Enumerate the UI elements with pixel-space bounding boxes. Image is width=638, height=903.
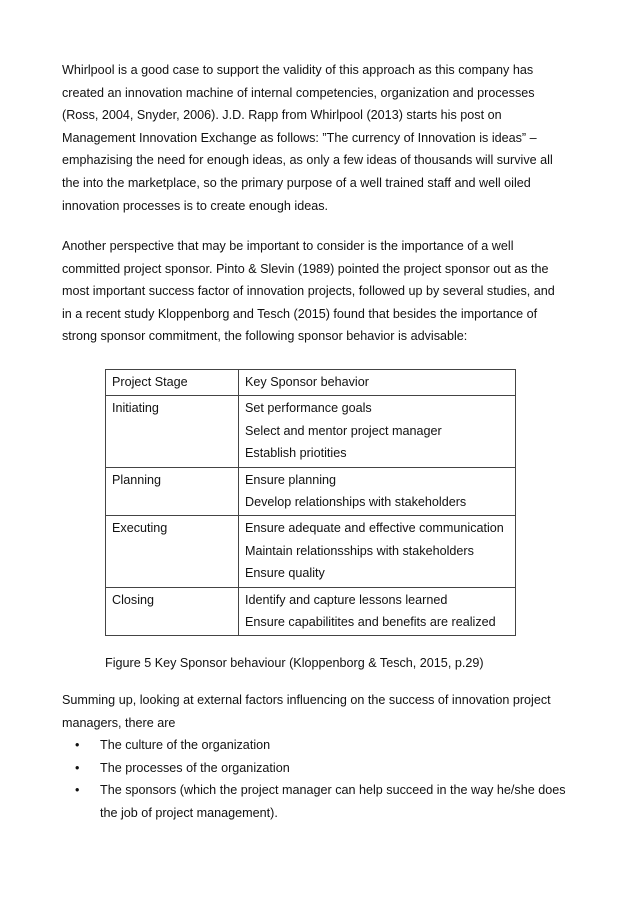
- text-line: Whirlpool is a good case to support the validity of this approach as this company has: [62, 63, 534, 77]
- behavior-item: Develop relationships with stakeholders: [245, 495, 467, 510]
- table-row: [106, 587, 516, 636]
- behavior-item: Select and mentor project manager: [245, 423, 442, 438]
- behavior-cell: [239, 587, 516, 636]
- table-header-row: [106, 370, 516, 396]
- text-line: innovation processes is to create enough ideas.: [62, 198, 329, 213]
- text-line: created an innovation machine of internal competencies, organization and processes: [62, 85, 535, 100]
- behavior-item: Ensure quality: [245, 566, 325, 581]
- sponsor-behavior-table: [105, 369, 516, 636]
- bullet-icon: •: [75, 738, 80, 752]
- stage-cell: Planning: [106, 467, 239, 516]
- list-item: [62, 757, 602, 780]
- list-item: [62, 734, 602, 757]
- text-line: in a recent study Kloppenborg and Tesch (2015) found that besides the importance of: [62, 306, 538, 321]
- behavior-item: Maintain relationsships with stakeholders: [245, 543, 474, 558]
- text-line: (Ross, 2004, Snyder, 2006). J.D. Rapp from Whirlpool (2013) starts his post on: [62, 108, 502, 123]
- text-line: Management Innovation Exchange as follows: ”The currency of Innovation is ideas” –: [62, 130, 537, 145]
- text-line: strong sponsor commitment, the following sponsor behavior is advisable:: [62, 329, 468, 344]
- behavior-item: Set performance goals: [245, 401, 372, 416]
- list-item-text: The sponsors (which the project manager can help succeed in the way he/she does: [100, 783, 566, 798]
- behavior-cell: [239, 467, 516, 516]
- factors-list: [62, 734, 602, 824]
- text-line: the into the marketplace, so the primary purpose of a well trained staff and well oiled: [62, 175, 531, 190]
- figure-caption: Figure 5 Key Sponsor behaviour (Kloppenborg & Tesch, 2015, p.29): [105, 656, 484, 670]
- stage-cell: Closing: [106, 587, 239, 636]
- header-cell-stage: Project Stage: [106, 370, 239, 396]
- text-line: emphazising the need for enough ideas, as only a few ideas of thousands will survive all: [62, 153, 553, 168]
- behavior-item: Establish priotities: [245, 446, 347, 461]
- table-row: [106, 516, 516, 587]
- table-row: [106, 467, 516, 516]
- behavior-item: Ensure planning: [245, 472, 337, 487]
- text-line: most important success factor of innovation projects, followed up by several studies, and: [62, 284, 555, 299]
- behavior-cell: [239, 516, 516, 587]
- list-item-text: The culture of the organization: [100, 738, 271, 752]
- behavior-cell: [239, 396, 516, 467]
- behavior-item: Ensure capabilitites and benefits are realized: [245, 615, 496, 630]
- stage-cell: Executing: [106, 516, 239, 587]
- list-item: [62, 779, 602, 824]
- list-item-text: The processes of the organization: [100, 760, 290, 775]
- list-item-text: the job of project management).: [100, 805, 278, 820]
- text-line: committed project sponsor. Pinto & Slevin (1989) pointed the project sponsor out as the: [62, 261, 549, 276]
- table-row: [106, 396, 516, 467]
- text-line: Another perspective that may be important to consider is the importance of a well: [62, 239, 514, 253]
- bullet-icon: •: [75, 783, 80, 798]
- paragraph-summary: [62, 689, 582, 734]
- header-cell-behavior: Key Sponsor behavior: [239, 370, 516, 396]
- paragraph-whirlpool: [62, 59, 582, 217]
- paragraph-sponsor: [62, 235, 582, 348]
- behavior-item: Ensure adequate and effective communication: [245, 521, 504, 536]
- text-line: Summing up, looking at external factors influencing on the success of innovation project: [62, 693, 551, 707]
- behavior-item: Identify and capture lessons learned: [245, 592, 448, 607]
- bullet-icon: •: [75, 760, 80, 775]
- text-line: managers, there are: [62, 715, 176, 730]
- stage-cell: Initiating: [106, 396, 239, 467]
